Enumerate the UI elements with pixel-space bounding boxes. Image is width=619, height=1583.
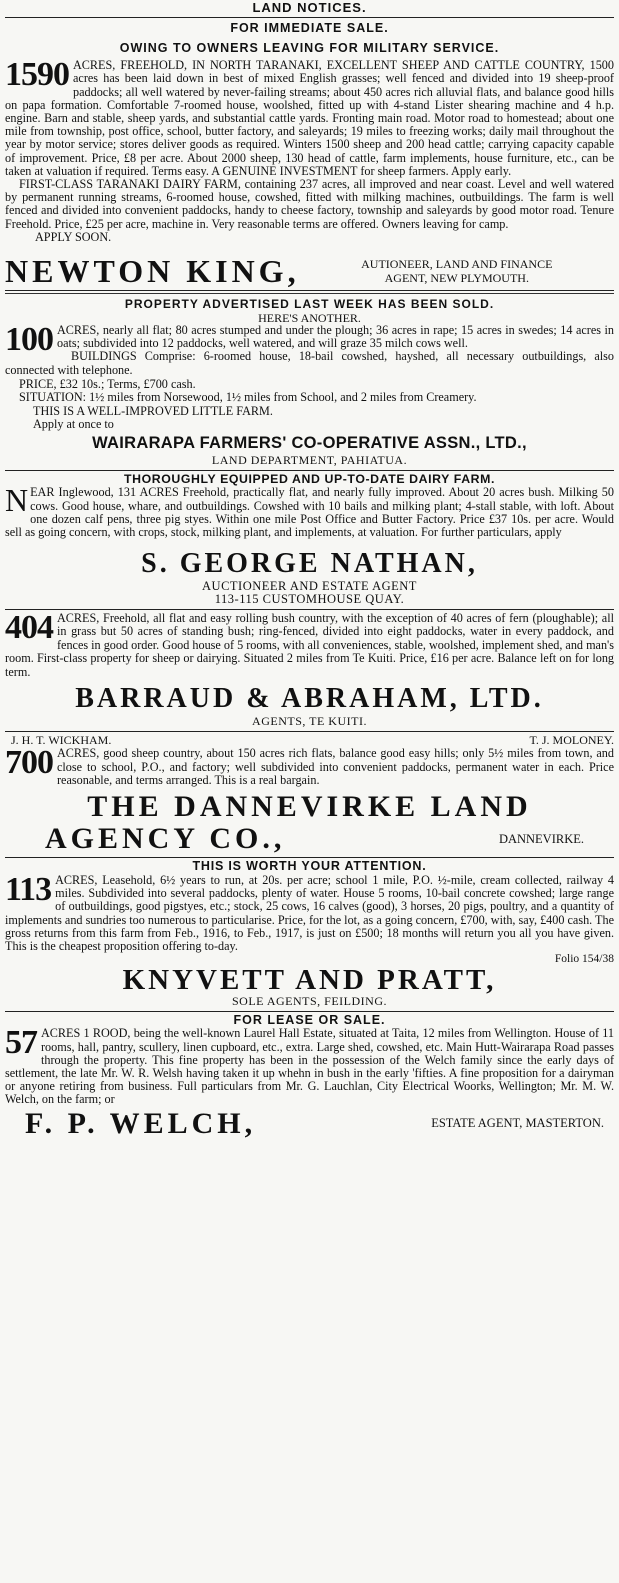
ad-george-nathan bbox=[5, 473, 614, 607]
apply-line: Apply at once to bbox=[33, 417, 114, 432]
divider bbox=[5, 609, 614, 610]
acreage-number: 100 bbox=[5, 321, 53, 359]
ad-title: THIS IS WORTH YOUR ATTENTION. bbox=[192, 859, 427, 874]
firm-name: S. GEORGE NATHAN, bbox=[141, 547, 478, 579]
acreage-number: 700 bbox=[5, 744, 53, 782]
ad-subtitle: OWING TO OWNERS LEAVING FOR MILITARY SERVICE. bbox=[119, 40, 500, 55]
divider bbox=[5, 857, 614, 858]
firm-details: ESTATE AGENT, MASTERTON. bbox=[431, 1115, 604, 1130]
tagline: THIS IS A WELL-IMPROVED LITTLE FARM. bbox=[33, 403, 273, 418]
firm-name: WAIRARAPA FARMERS' CO-OPERATIVE ASSN., LTD., bbox=[92, 433, 527, 452]
ad-body: ACRES, nearly all flat; 80 acres stumped and under the plough; 36 acres in rape; 15 acres in swedes; 14 acres in oats; subdivided into 12 paddocks, well watered, and will graze 35 milch cows well. bbox=[57, 323, 614, 351]
firm-name: NEWTON KING, bbox=[5, 253, 300, 290]
acreage-number: 404 bbox=[5, 608, 53, 646]
acreage-number: 113 bbox=[5, 871, 52, 909]
ad-body: ACRES 1 ROOD, being the well-known Laurel Hall Estate, situated at Taita, 12 miles from Wellington. House of 11 rooms, hall, pantry, scullery, linen cupboard, etc., extra. Large shed, cowshed, etc. Main Hutt-Wairarapa Road passes through the property. This fine property has been in the possession of the Welch family since the early days of settlement, the late Mr. W. R. Welsh having taken it up whehn in bush in the early 'fifties. A fine proposition for a dairyman or anyone retiring from business. Full particulars from Mr. G. Lauchlan, City Electrical Woorks, Wellington; Mr. M. W. Welch, on the farm; or bbox=[5, 1026, 614, 1107]
ad-body: ACRES, Freehold, all flat and easy rolling bush country, with the exception of 40 acres of fern (ploughable); all in grass but 50 acres of standing bush; ring-fenced, divided into eight paddocks, water in every paddock, and fences in good order. Good house of 5 rooms, with all conveniences, stable, woolshed, implement shed, and man's room. First-class property for sheep or dairying. Situated 2 miles from Te Kuiti. Price, £16 per acre. Balance left on for long term. bbox=[5, 610, 614, 679]
situation-line: SITUATION: 1½ miles from Norsewood, 1½ miles from School, and 2 miles from Creamery. bbox=[19, 390, 477, 405]
agent-left: J. H. T. WICKHAM. bbox=[11, 732, 112, 747]
divider bbox=[5, 17, 614, 18]
divider bbox=[5, 731, 614, 732]
firm-details: SOLE AGENTS, FEILDING. bbox=[232, 994, 387, 1009]
firm-name: BARRAUD & ABRAHAM, LTD. bbox=[75, 683, 544, 715]
divider bbox=[5, 470, 614, 471]
firm-details bbox=[300, 257, 614, 285]
firm-details: AGENTS, TE KUITI. bbox=[252, 714, 367, 729]
ad-title: THOROUGHLY EQUIPPED AND UP-TO-DATE DAIRY FARM. bbox=[123, 471, 496, 486]
firm-name-2: AGENCY CO., bbox=[45, 822, 286, 856]
firm-name: KNYVETT AND PRATT, bbox=[122, 964, 497, 997]
divider bbox=[5, 293, 614, 294]
firm-block bbox=[5, 254, 614, 288]
drop-cap: N bbox=[5, 482, 29, 519]
acreage-number: 57 bbox=[5, 1024, 37, 1062]
firm-sub-2: 113-115 CUSTOMHOUSE QUAY. bbox=[214, 592, 405, 607]
ad-dannevirke bbox=[5, 734, 614, 856]
firm-name: F. P. WELCH, bbox=[25, 1106, 257, 1140]
firm-sub-1: AUCTIONEER AND ESTATE AGENT bbox=[202, 578, 417, 593]
divider bbox=[5, 1011, 614, 1012]
ad-newton-king bbox=[5, 22, 614, 288]
ad-subtitle: HERE'S ANOTHER. bbox=[258, 311, 361, 326]
firm-row bbox=[5, 823, 614, 855]
ad-body: EAR Inglewood, 131 ACRES Freehold, practically flat, and nearly fully improved. About 20 acres bush. Milking 50 cows. Good house, whare, and outbuildings. Cowshed with 10 bails and milking plant; 4-stall stable, with loft. About one dozen calf pens, three pig styes. Within one mile Post Office and Butter Factory. Price £37 10s. per acre. Would sell as going concern, with crops, stock, milking plant, and implements, at valuation. For further particulars, apply bbox=[5, 485, 614, 540]
divider bbox=[5, 290, 614, 291]
ad-body: ACRES, FREEHOLD, IN NORTH TARANAKI, EXCELLENT SHEEP AND CATTLE COUNTRY, 1500 acres has been laid down in best of mixed English grasses; well fenced and divided into 19 sheep-proof paddocks; all well watered by never-failing streams; about 450 acres rich alluvial flats, and balance good hills on papa formation. Comfortable 7-roomed house, woolshed, fitted up with 4-stand Lister shearing machine and 4 h.p. engine. Barn and stable, sheep yards, and substantial cattle yards. Fronting main road. Motor road to homestead; about one mile from township, post office, school, butter factory, and saleyards; 19 miles to freezing works; daily mail throughout the year by motor service; stores deliver goods as required. Winters 1500 sheep and 200 head cattle; carrying capacity capable of improvement. Price, £8 per acre. About 2000 sheep, 130 head of cattle, farm implements, house furniture, etc., can be taken at valuation if required. Terms easy. A GENUINE INVESTMENT for sheep farmers. Apply early. bbox=[5, 58, 614, 178]
ad-title: FOR LEASE OR SALE. bbox=[233, 1012, 386, 1027]
firm-sub-1: AUTIONEER, LAND AND FINANCE bbox=[361, 257, 553, 272]
ad-title: PROPERTY ADVERTISED LAST WEEK HAS BEEN SOLD. bbox=[124, 297, 495, 312]
folio-ref: Folio 154/38 bbox=[554, 953, 614, 966]
ad-body-2: FIRST-CLASS TARANAKI DAIRY FARM, containing 237 acres, all improved and near coast. Level and well watered by permanent running streams, 6-roomed house, cowshed, fitted with milking machines, outbuildings. The farm is well fenced and divided into convenient paddocks, handy to cheese factory, township and saleyards by good motor road. Tenure Freehold. Price, £25 per acre, machine in. Very reasonable terms are offered. Owners leaving for camp. bbox=[5, 177, 614, 231]
page-header: LAND NOTICES. bbox=[252, 0, 367, 15]
firm-sub-2: AGENT, NEW PLYMOUTH. bbox=[384, 271, 529, 286]
firm-town: DANNEVIRKE. bbox=[498, 831, 584, 846]
firm-name-1: THE DANNEVIRKE LAND bbox=[87, 790, 532, 824]
firm-details: LAND DEPARTMENT, PAHIATUA. bbox=[211, 452, 408, 467]
ad-body: ACRES, good sheep country, about 150 acres rich flats, balance good easy hills; only 5½ miles from town, and close to school, P.O., and factory; well subdivided into convenient paddocks, permanent water in each. Price reasonable, and terms arranged. This is a real bargain. bbox=[57, 746, 614, 788]
ad-welch bbox=[5, 1014, 614, 1139]
buildings-line: BUILDINGS Comprise: 6-roomed house, 18-bail cowshed, hayshed, all necessary outbuildings, also connected with telephone. bbox=[5, 349, 614, 378]
ad-knyvett-pratt bbox=[5, 860, 614, 1008]
agent-right: T. J. MOLONEY. bbox=[529, 732, 614, 747]
ad-barraud-abraham bbox=[5, 608, 614, 729]
price-line: PRICE, £32 10s.; Terms, £700 cash. bbox=[19, 376, 196, 391]
acreage-number: 1590 bbox=[5, 56, 69, 94]
ad-title: FOR IMMEDIATE SALE. bbox=[230, 21, 389, 35]
apply-line: APPLY SOON. bbox=[35, 229, 112, 244]
ad-body: ACRES, Leasehold, 6½ years to run, at 20s. per acre; school 1 mile, P.O. ½-mile, cream collected, railway 4 miles. Subdivided into several paddocks, plenty of water. House 5 rooms, 10-bail concrete cowshed; large range of outbuildings, good pigstyes, etc.; stock, 25 cows, 16 calves (good), 3 horses, 20 pigs, poultry, and a quantity of implements and sundries too numerous to particularise. Price, for the lot, as a going concern, £700, with, say, £400 cash. The gross returns from this farm from Feb., 1916, to Feb., 1917, is just on £500; 18 months will return you all you have given. This is the cheapest proposition offering to-day. bbox=[5, 873, 614, 954]
firm-row bbox=[5, 1106, 614, 1140]
ad-wairarapa bbox=[5, 298, 614, 467]
